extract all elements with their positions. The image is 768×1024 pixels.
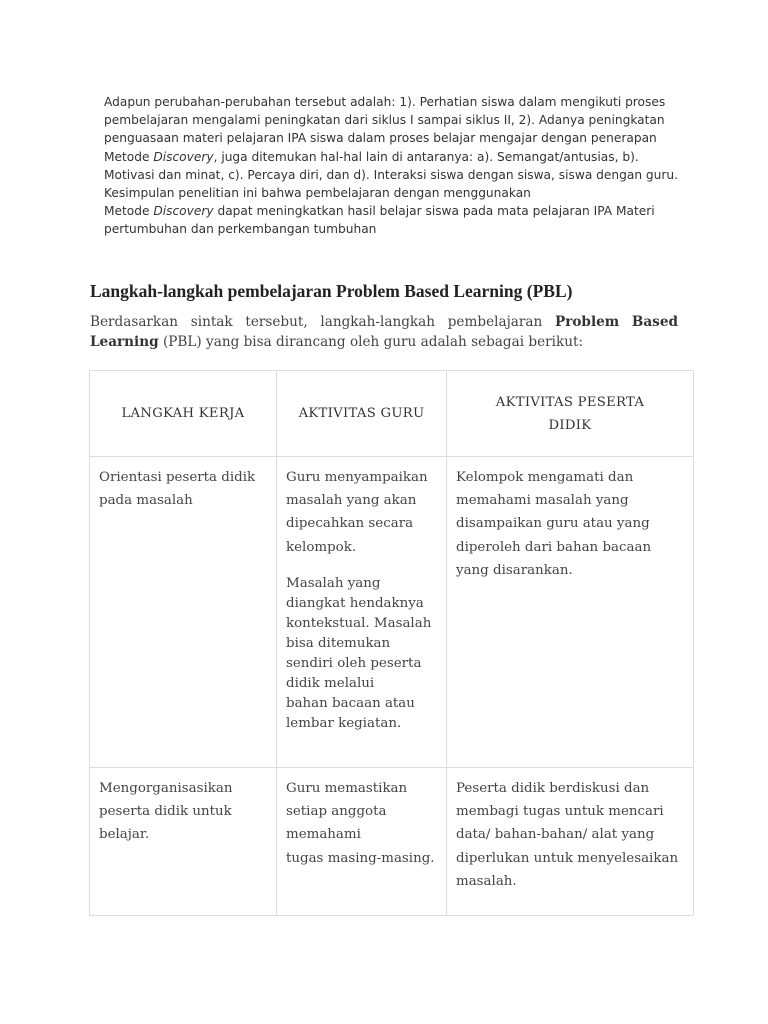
cell-line: masalah. bbox=[456, 873, 517, 889]
paragraph-word: sintak bbox=[190, 314, 233, 330]
cell-line: setiap anggota bbox=[286, 804, 387, 820]
intro-line: penguasaan materi pelajaran IPA siswa dalam proses belajar mengajar dengan penerapan bbox=[104, 131, 657, 146]
cell-line: Orientasi peserta didik bbox=[99, 470, 256, 485]
description-paragraph bbox=[90, 312, 678, 352]
column-header bbox=[447, 371, 694, 457]
paragraph-line bbox=[90, 332, 678, 352]
column-header: LANGKAH KERJA bbox=[90, 371, 277, 457]
intro-line: Kesimpulan penelitian ini bahwa pembelajaran dengan menggunakan bbox=[104, 186, 531, 201]
cell-aktivitas-peserta bbox=[447, 457, 694, 768]
cell-aktivitas-peserta bbox=[447, 768, 694, 916]
intro-line: pembelajaran mengalami peningkatan dari siklus I sampai siklus II, 2). Adanya peningkatan bbox=[104, 113, 665, 128]
table-row bbox=[90, 768, 694, 916]
cell-line: membagi tugas untuk mencari bbox=[456, 804, 664, 820]
cell-line: Kelompok mengamati dan bbox=[456, 470, 634, 485]
column-header: AKTIVITAS GURU bbox=[277, 371, 447, 457]
cell-line: disampaikan guru atau yang bbox=[456, 516, 650, 532]
table-row bbox=[90, 457, 694, 768]
paragraph-word: Berdasarkan bbox=[90, 314, 179, 330]
cell-aktivitas-guru bbox=[277, 768, 447, 916]
column-header-line: DIDIK bbox=[548, 417, 592, 433]
section-heading: Langkah-langkah pembelajaran Problem Based Learning (PBL) bbox=[90, 281, 573, 301]
intro-text: Metode bbox=[104, 149, 154, 164]
cell-note bbox=[286, 574, 438, 734]
intro-paragraph bbox=[104, 93, 684, 239]
cell-line: tugas masing-masing. bbox=[286, 850, 435, 866]
paragraph-text: (PBL) yang bisa dirancang oleh guru adalah sebagai berikut: bbox=[158, 334, 584, 350]
cell-line: Peserta didik berdiskusi dan bbox=[456, 781, 650, 796]
intro-line bbox=[104, 148, 684, 166]
cell-line: diperlukan untuk menyelesaikan bbox=[456, 850, 679, 866]
intro-text: , juga ditemukan hal-hal lain di antaranya: a). Semangat/antusias, b). bbox=[213, 149, 639, 164]
cell-aktivitas-guru bbox=[277, 457, 447, 768]
cell-langkah-kerja bbox=[90, 457, 277, 768]
cell-line: Guru memastikan bbox=[286, 781, 408, 796]
bold-term: Learning bbox=[90, 334, 159, 350]
cell-line: diperoleh dari bahan bacaan bbox=[456, 539, 652, 555]
intro-text: dapat meningkatkan hasil belajar siswa pada mata pelajaran IPA Materi bbox=[213, 204, 655, 219]
paragraph-word: pembelajaran bbox=[447, 314, 543, 330]
paragraph-word: langkah-langkah bbox=[320, 314, 435, 330]
paragraph-line bbox=[90, 312, 678, 332]
cell-line: bisa ditemukan bbox=[286, 635, 391, 651]
cell-line: Masalah yang bbox=[286, 575, 381, 591]
cell-line: pada masalah bbox=[99, 493, 193, 509]
intro-line bbox=[104, 202, 684, 220]
cell-line: lembar kegiatan. bbox=[286, 715, 402, 731]
cell-line: sendiri oleh peserta bbox=[286, 655, 422, 671]
paragraph-word: tersebut, bbox=[245, 314, 308, 330]
cell-line: kelompok. bbox=[286, 539, 357, 555]
intro-text: Metode bbox=[104, 204, 154, 219]
cell-line: peserta didik untuk bbox=[99, 804, 232, 820]
emphasis-discovery: Discovery bbox=[153, 204, 214, 219]
cell-line: didik melalui bbox=[286, 675, 375, 691]
cell-line: bahan bacaan atau bbox=[286, 695, 415, 711]
intro-line: pertumbuhan dan perkembangan tumbuhan bbox=[104, 222, 377, 237]
cell-line: belajar. bbox=[99, 827, 150, 843]
pbl-steps-table bbox=[89, 370, 694, 916]
cell-langkah-kerja bbox=[90, 768, 277, 916]
bold-term: Problem bbox=[554, 314, 620, 330]
cell-line: Guru menyampaikan bbox=[286, 470, 428, 485]
cell-line: kontekstual. Masalah bbox=[286, 615, 432, 631]
bold-term: Based bbox=[631, 314, 678, 330]
cell-line: masalah yang akan bbox=[286, 493, 417, 509]
table-header-row bbox=[90, 371, 694, 457]
cell-line: data/ bahan-bahan/ alat yang bbox=[456, 827, 655, 843]
cell-line: memahami masalah yang bbox=[456, 493, 629, 509]
cell-line: dipecahkan secara bbox=[286, 516, 414, 532]
cell-line: yang disarankan. bbox=[456, 562, 573, 578]
intro-line: Motivasi dan minat, c). Percaya diri, dan d). Interaksi siswa dengan siswa, siswa dengan guru. bbox=[104, 167, 678, 182]
intro-line: Adapun perubahan-perubahan tersebut adalah: 1). Perhatian siswa dalam mengikuti proses bbox=[104, 95, 666, 109]
emphasis-discovery: Discovery bbox=[153, 149, 214, 164]
cell-line: memahami bbox=[286, 827, 361, 843]
cell-line: diangkat hendaknya bbox=[286, 595, 424, 611]
cell-line: Mengorganisasikan bbox=[99, 781, 233, 796]
column-header-line: AKTIVITAS PESERTA bbox=[495, 394, 645, 410]
